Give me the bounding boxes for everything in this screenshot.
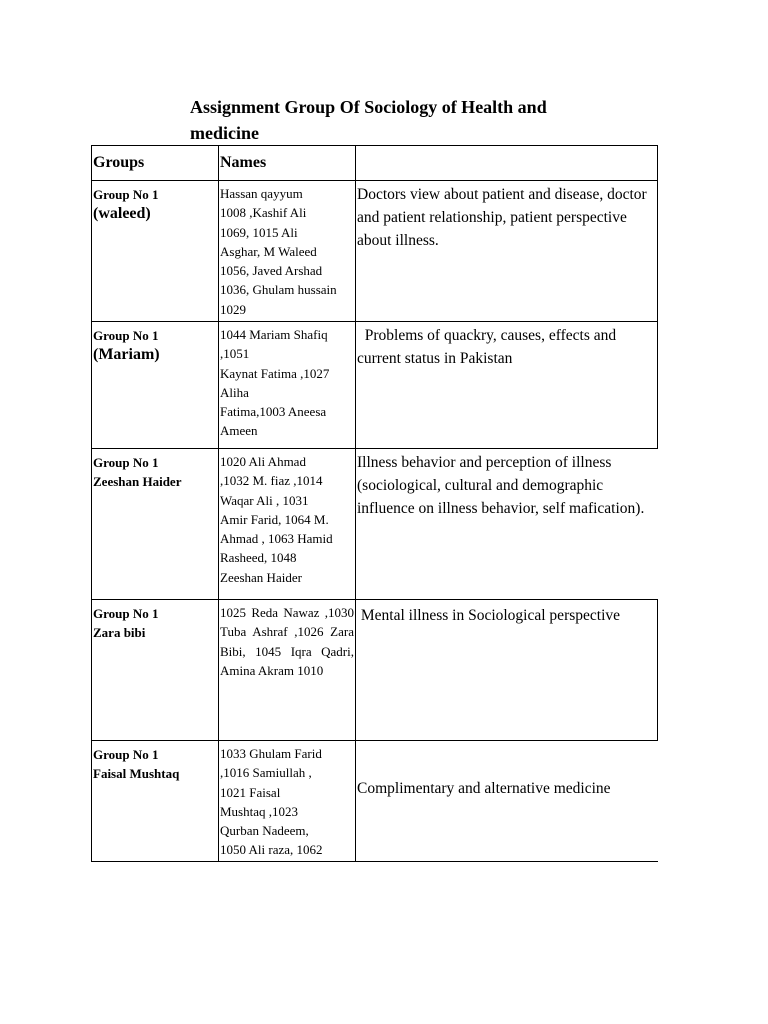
names-cell <box>219 322 356 449</box>
group-leader: Faisal Mushtaq <box>93 766 180 781</box>
name-line: 1036, Ghulam hussain <box>220 282 337 298</box>
name-line: 1033 Ghulam Farid <box>220 746 322 761</box>
name-line: 1021 Faisal <box>220 784 281 800</box>
topic-cell <box>356 322 658 449</box>
topic-text: Doctors view about patient and disease, doctor and patient relationship, patient perspective about illness. <box>357 186 647 249</box>
table-row <box>92 600 658 741</box>
group-cell <box>92 181 219 322</box>
name-line: Fatima,1003 Aneesa <box>220 404 327 420</box>
topic-text: Complimentary and alternative medicine <box>357 780 611 797</box>
group-cell <box>92 449 219 600</box>
topic-cell <box>356 741 658 862</box>
title-line-1: Assignment Group Of Sociology of Health and <box>190 97 547 117</box>
header-topic <box>356 146 658 181</box>
name-line: 1020 Ali Ahmad <box>220 454 306 469</box>
name-line: Rasheed, 1048 <box>220 550 297 566</box>
name-line: Zeeshan Haider <box>220 569 302 585</box>
name-line: Kaynat Fatima ,1027 <box>220 365 330 381</box>
topic-cell <box>356 600 658 741</box>
name-line: Qurban Nadeem, <box>220 823 309 839</box>
topic-cell <box>356 449 658 600</box>
table-row <box>92 181 658 322</box>
name-line: Amir Farid, 1064 M. <box>220 511 329 527</box>
group-leader: (waleed) <box>93 205 151 222</box>
name-line: 1044 Mariam Shafiq <box>220 327 328 342</box>
group-leader: Zeeshan Haider <box>93 474 182 489</box>
topic-text: Illness behavior and perception of illness (sociological, cultural and demographic influence on illness behavior, self mafication). <box>357 454 645 517</box>
topic-text: Mental illness in Sociological perspective <box>357 607 621 624</box>
groups-table <box>91 145 658 862</box>
name-line: 1025 Reda Nawaz ,1030 Tuba Ashraf ,1026 Zara Bibi, 1045 Iqra Qadri, Amina Akram 1010 <box>220 605 354 678</box>
group-number: Group No 1 <box>93 187 159 202</box>
group-number: Group No 1 <box>93 455 159 470</box>
header-groups: Groups <box>92 146 219 181</box>
document-title <box>190 94 630 146</box>
name-line: Waqar Ali , 1031 <box>220 492 309 508</box>
name-line: Hassan qayyum <box>220 186 303 201</box>
group-leader: Zara bibi <box>93 625 146 640</box>
names-cell <box>219 741 356 862</box>
title-line-2: medicine <box>190 123 259 143</box>
name-line: Ameen <box>220 423 258 439</box>
table-row <box>92 449 658 600</box>
group-leader: (Mariam) <box>93 346 160 363</box>
names-cell <box>219 600 356 741</box>
names-cell <box>219 181 356 322</box>
group-number: Group No 1 <box>93 747 159 762</box>
table-row <box>92 322 658 449</box>
name-line: Asghar, M Waleed <box>220 243 317 259</box>
name-line: ,1016 Samiullah , <box>220 765 312 781</box>
topic-cell <box>356 181 658 322</box>
name-line: 1050 Ali raza, 1062 <box>220 842 323 858</box>
name-line: 1056, Javed Arshad <box>220 263 323 279</box>
name-line: 1029 <box>220 301 246 317</box>
name-line: ,1051 <box>220 346 250 362</box>
group-number: Group No 1 <box>93 606 159 621</box>
group-cell <box>92 600 219 741</box>
name-line: ,1032 M. fiaz ,1014 <box>220 473 323 489</box>
group-cell <box>92 741 219 862</box>
name-line: Ahmad , 1063 Hamid <box>220 531 333 547</box>
group-cell <box>92 322 219 449</box>
topic-text: Problems of quackry, causes, effects and current status in Pakistan <box>357 327 620 367</box>
name-line: 1008 ,Kashif Ali <box>220 205 307 221</box>
name-line: Mushtaq ,1023 <box>220 803 298 819</box>
table-row <box>92 741 658 862</box>
group-number: Group No 1 <box>93 328 159 343</box>
name-line: Aliha <box>220 384 249 400</box>
name-line: 1069, 1015 Ali <box>220 224 298 240</box>
header-names: Names <box>219 146 356 181</box>
names-cell <box>219 449 356 600</box>
table-header-row <box>92 146 658 181</box>
